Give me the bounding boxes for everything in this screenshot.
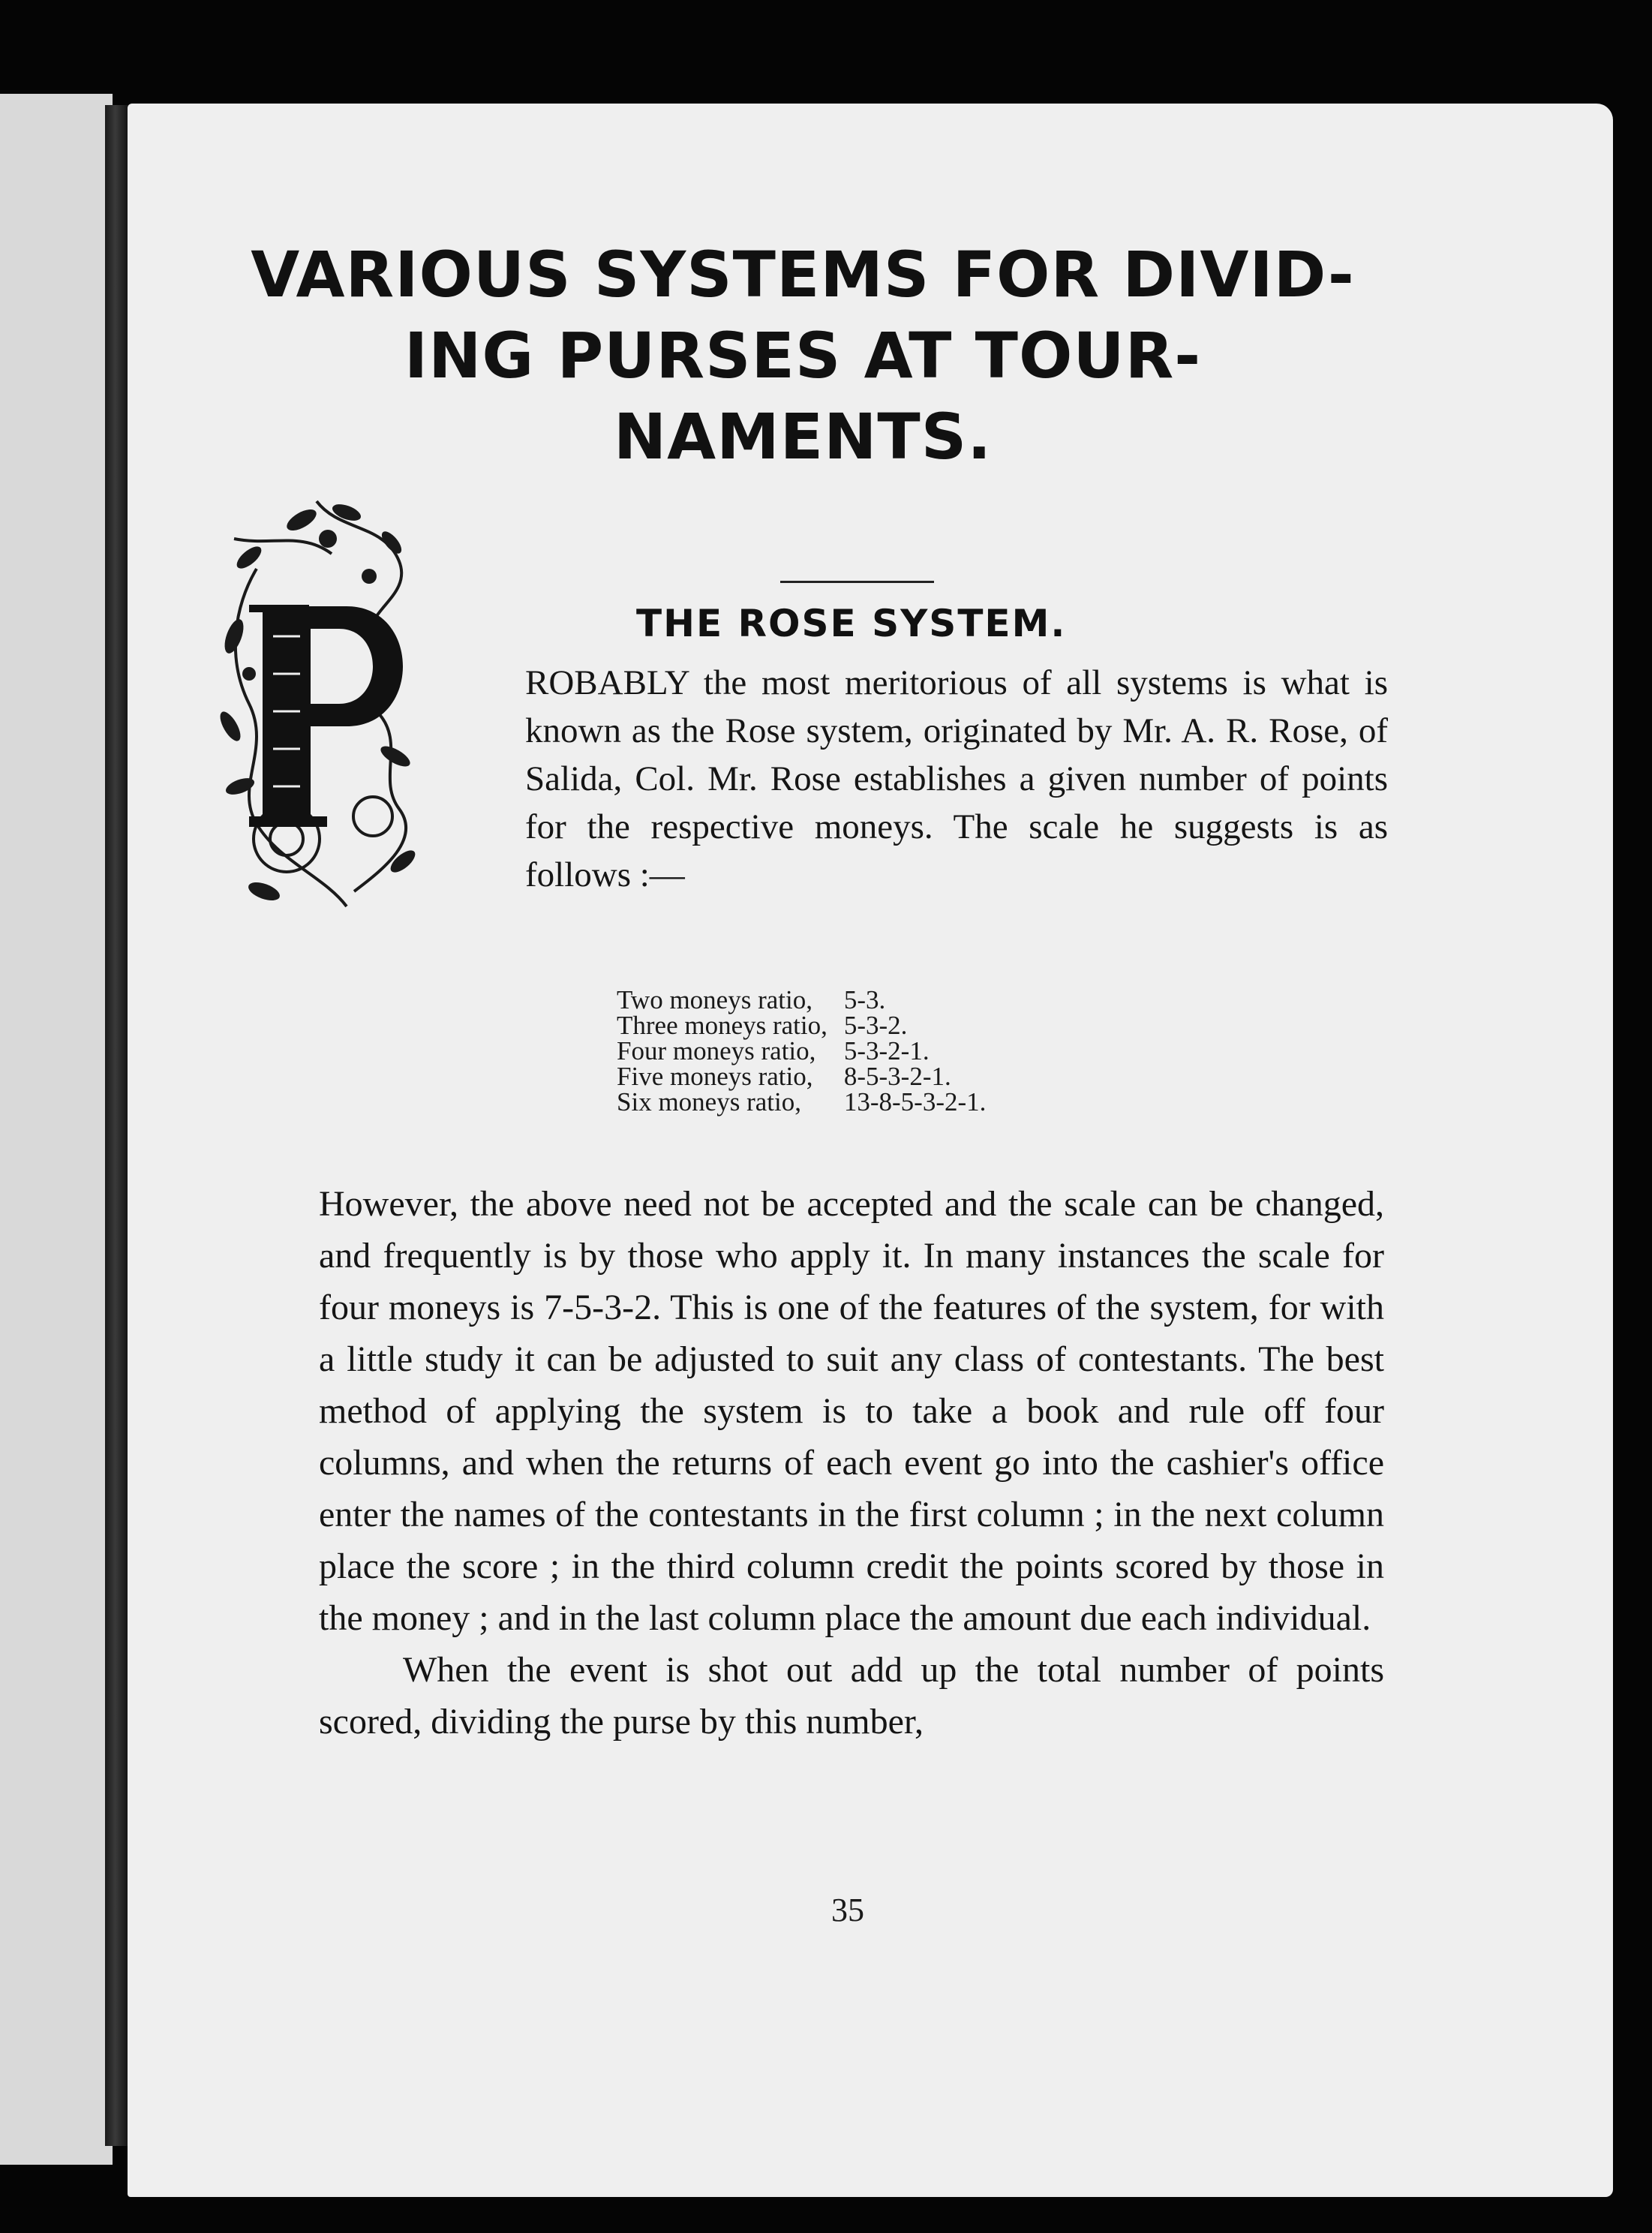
title-divider <box>780 581 934 583</box>
ratio-row <box>617 1064 986 1089</box>
body-paragraph-1: However, the above need not be accepted and the scale can be changed, and frequently is by those who apply it. In many instances the scale for four moneys is 7-5-3-2. This is one of the features of the system, for with a little study it can be adjusted to suit any class of contestants. The best method of applying the system is to take a book and rule off four columns, and when the returns of each event go into the cashier's office enter the names of the contestants in the first column ; in the next column place the score ; in the third column credit the points scored by those in the money ; and in the last column place the amount due each individual. <box>319 1184 1384 1638</box>
ratio-value: 13-8-5-3-2-1. <box>843 1087 987 1116</box>
ratio-value: 5-3-2. <box>843 1011 908 1040</box>
ratio-row <box>617 987 986 1013</box>
ratio-row <box>617 1013 986 1038</box>
ratio-table <box>617 987 986 1115</box>
ratio-value: 8-5-3-2-1. <box>843 1062 951 1091</box>
ratio-label: Three moneys ratio, <box>617 1011 828 1040</box>
intro-paragraph: ROBABLY the most meritorious of all systems is what is known as the Rose system, originated by Mr. A. R. Rose, of Salida, Col. Mr. Rose establishes a given number of points for the respective moneys. The scale he suggests is as follows :— <box>525 663 1388 894</box>
ratio-value: 5-3. <box>843 985 886 1014</box>
body-text <box>319 1178 1384 1748</box>
page-number: 35 <box>831 1892 864 1928</box>
title-line-3: NAMENTS. <box>613 400 993 473</box>
ratio-label: Six moneys ratio, <box>617 1087 801 1116</box>
facing-page-edge <box>0 94 113 2165</box>
ratio-label: Five moneys ratio, <box>617 1062 813 1091</box>
ratio-label: Four moneys ratio, <box>617 1036 816 1065</box>
ornamental-drop-cap <box>204 486 519 914</box>
title-line-2: ING PURSES AT TOUR- <box>404 319 1202 392</box>
body-paragraph-2: When the event is shot out add up the total number of points scored, dividing the purse by this number, <box>319 1650 1384 1742</box>
ratio-value: 5-3-2-1. <box>843 1036 930 1065</box>
ratio-row <box>617 1038 986 1064</box>
drop-cap-letter-p <box>249 605 403 827</box>
ratio-label: Two moneys ratio, <box>617 985 812 1014</box>
ratio-row <box>617 1089 986 1115</box>
section-heading: THE ROSE SYSTEM. <box>636 602 1067 645</box>
title-line-1: VARIOUS SYSTEMS FOR DIVID- <box>251 238 1355 311</box>
page-title <box>195 234 1410 477</box>
book-spine <box>105 105 131 2146</box>
